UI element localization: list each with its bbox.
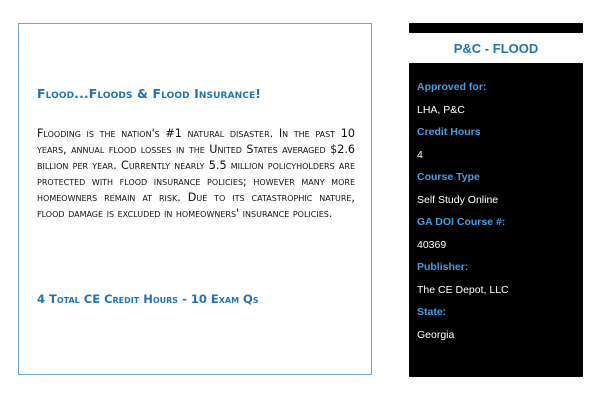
course-type-label: Course Type [417,171,480,183]
publisher-label: Publisher: [417,261,469,273]
publisher-value: The CE Depot, LLC [417,283,509,296]
credit-hours-label: Credit Hours [417,126,481,138]
course-type-value: Self Study Online [417,193,499,206]
state-value: Georgia [417,328,455,341]
panel-header: P&C - FLOOD [409,33,583,63]
course-title: Flood...Floods & Flood Insurance! [37,86,262,101]
panel-top-bar [409,23,583,33]
doi-course-value: 40369 [417,238,447,251]
course-details-panel [409,23,583,377]
approved-for-value: LHA, P&C [417,103,465,116]
approved-for-label: Approved for: [417,81,487,93]
credit-hours-value: 4 [417,148,423,161]
course-card [18,23,372,375]
state-label: State: [417,306,447,318]
doi-course-label: GA DOI Course #: [417,216,506,228]
course-description: Flooding is the nation's #1 natural disaster. In the past 10 years, annual flood losses in the United States averaged $2.6 billion per year. Currently nearly 5.5 million policyholders are protected with flood insurance policies; however many more homeowners remain at risk. Due to its catastrophic nature, flood damage is excluded in homeowners' insurance policies. [37,127,355,220]
credit-summary: 4 Total CE Credit Hours - 10 Exam Qs [37,292,259,306]
details-list [409,63,583,377]
